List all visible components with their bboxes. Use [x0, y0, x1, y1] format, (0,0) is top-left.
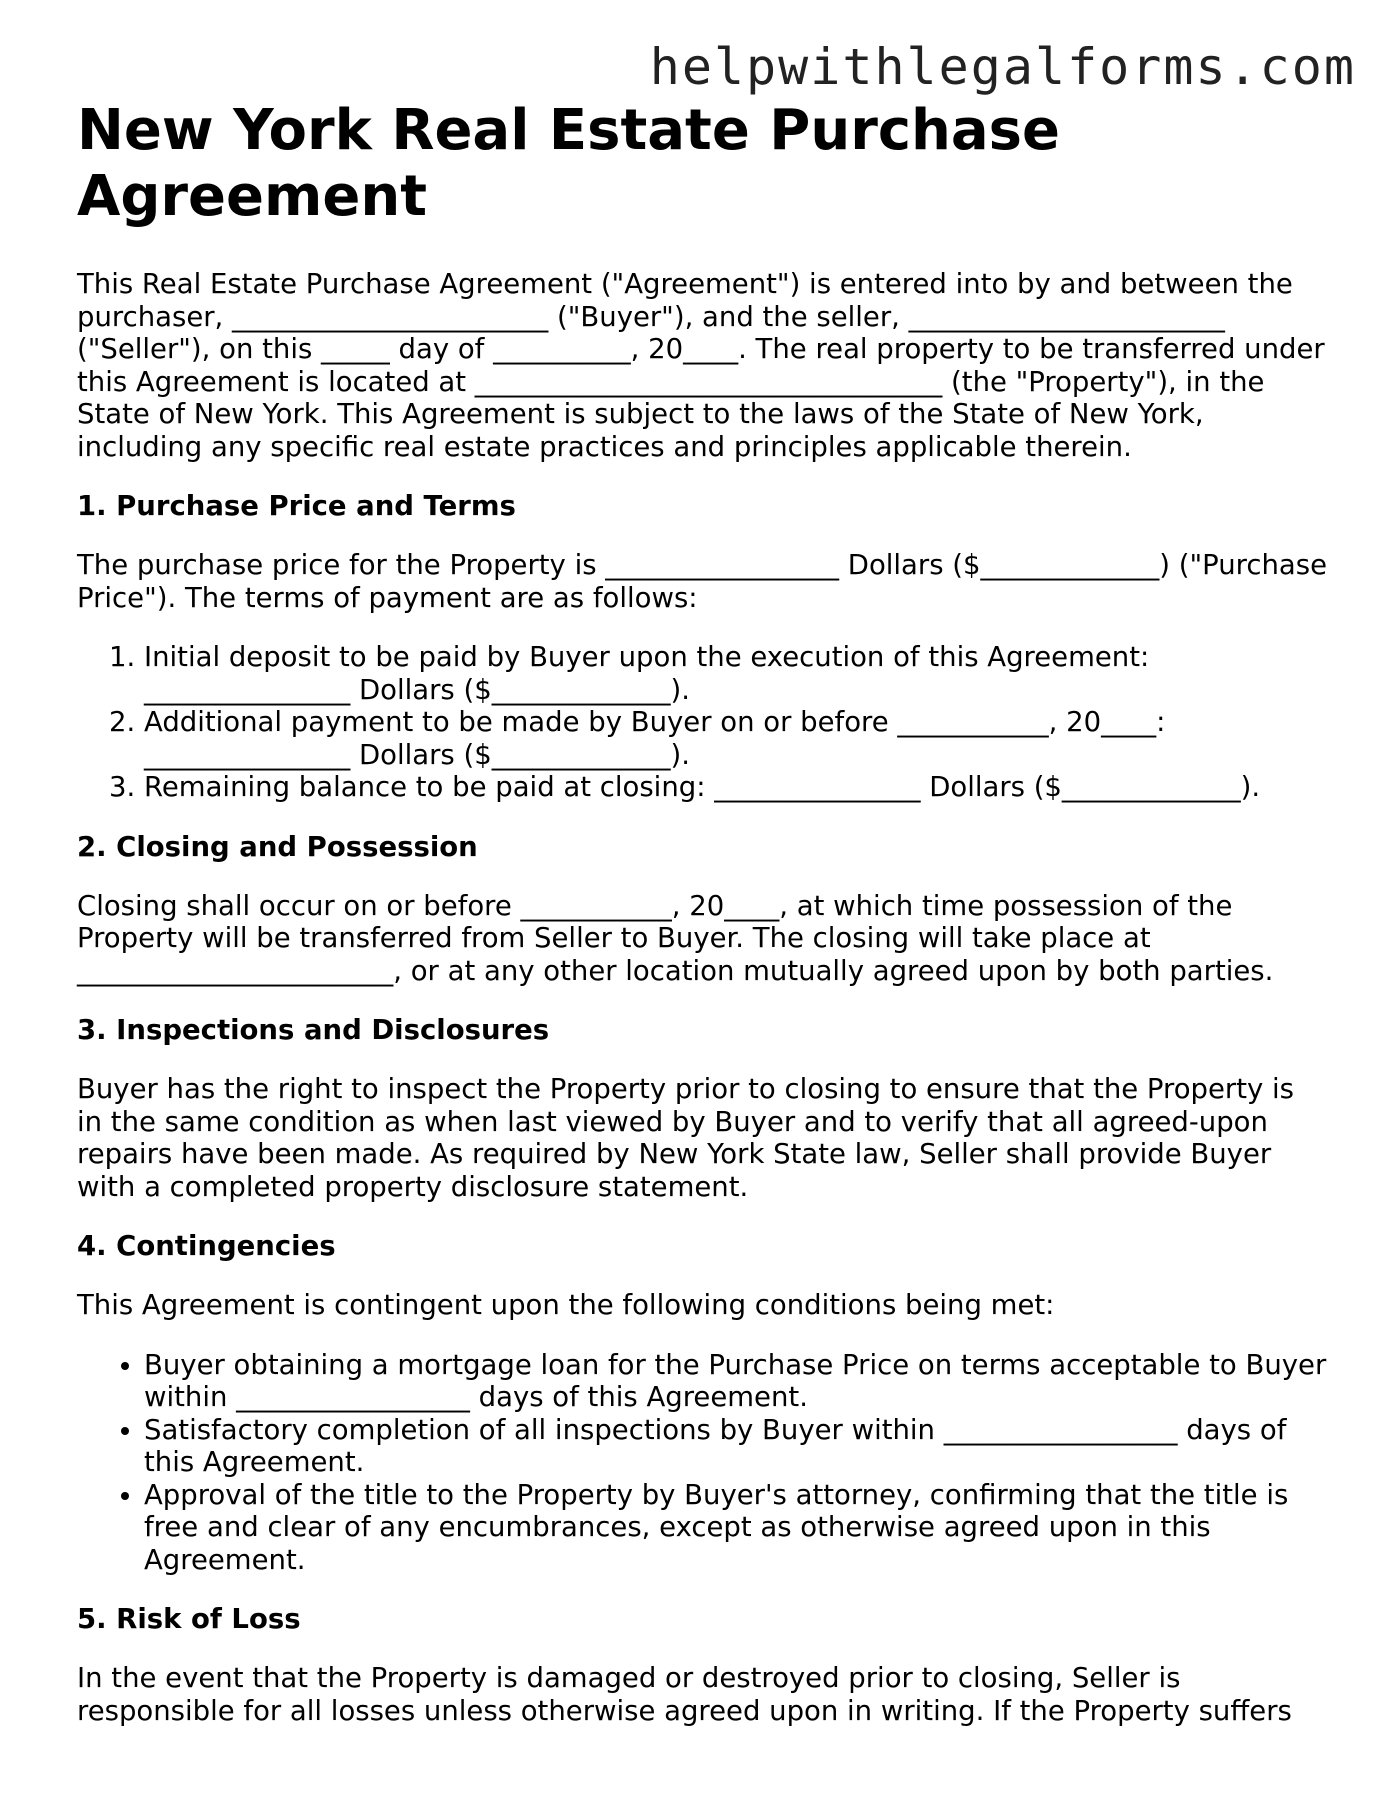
section-paragraph: In the event that the Property is damaged or destroyed prior to closing, Seller is responsible for all losses unless otherwise agreed upon in writing. If the Property suffers	[77, 1662, 1292, 1727]
list-item: 2. Additional payment to be made by Buyer on or before ___________, 20____: _______________ Dollars ($_____________).	[144, 706, 1327, 771]
payment-terms-list	[77, 641, 1327, 804]
list-item: 1. Initial deposit to be paid by Buyer upon the execution of this Agreement: _______________ Dollars ($_____________).	[144, 641, 1327, 706]
section-heading: 5. Risk of Loss	[77, 1603, 301, 1635]
section-contingencies	[77, 1230, 1327, 1576]
section-closing-possession	[77, 831, 1327, 988]
section-paragraph: Closing shall occur on or before ___________, 20____, at which time possession of the Property will be transferred from Seller to Buyer. The closing will take place at _______________________, or at any other location mutually agreed upon by both parties.	[77, 889, 1274, 987]
list-item: 3. Remaining balance to be paid at closing: _______________ Dollars ($_____________).	[144, 771, 1327, 804]
document-title: New York Real Estate Purchase Agreement	[77, 98, 1060, 229]
list-item: • Satisfactory completion of all inspections by Buyer within _________________ days of this Agreement.	[144, 1414, 1327, 1479]
section-risk-of-loss	[77, 1603, 1327, 1727]
section-paragraph: Buyer has the right to inspect the Property prior to closing to ensure that the Property is in the same condition as when last viewed by Buyer and to verify that all agreed-upon repairs have been made. As required by New York State law, Seller shall provide Buyer with a completed property disclosure statement.	[77, 1073, 1295, 1203]
section-inspections-disclosures	[77, 1014, 1327, 1203]
contingencies-list	[77, 1349, 1327, 1577]
section-heading: 4. Contingencies	[77, 1230, 336, 1262]
site-watermark: helpwithlegalforms.com	[649, 38, 1356, 96]
section-heading: 2. Closing and Possession	[77, 830, 478, 863]
section-heading: 1. Purchase Price and Terms	[77, 490, 516, 522]
section-heading: 3. Inspections and Disclosures	[77, 1014, 550, 1046]
section-purchase-price	[77, 490, 1327, 804]
list-item: • Buyer obtaining a mortgage loan for the Purchase Price on terms acceptable to Buyer within _________________ days of this Agreement.	[144, 1349, 1327, 1414]
intro-paragraph: This Real Estate Purchase Agreement ("Agreement") is entered into by and between the purchaser, _______________________ ("Buyer"), and the seller, _______________________ ("Seller"), on this _____ day of __________, 20____. The real property to be transferred under this Agreement is located at __________________________________ (the "Property"), in the State of New York. This Agreement is subject to the laws of the State of New York, including any specific real estate practices and principles applicable therein.	[77, 268, 1325, 463]
list-item: • Approval of the title to the Property by Buyer's attorney, confirming that the title is free and clear of any encumbrances, except as otherwise agreed upon in this Agreement.	[144, 1479, 1327, 1577]
document-page	[77, 98, 1327, 1754]
section-paragraph: The purchase price for the Property is _________________ Dollars ($_____________) ("Purchase Price"). The terms of payment are as follows:	[77, 549, 1327, 614]
section-paragraph: This Agreement is contingent upon the following conditions being met:	[77, 1289, 1055, 1321]
